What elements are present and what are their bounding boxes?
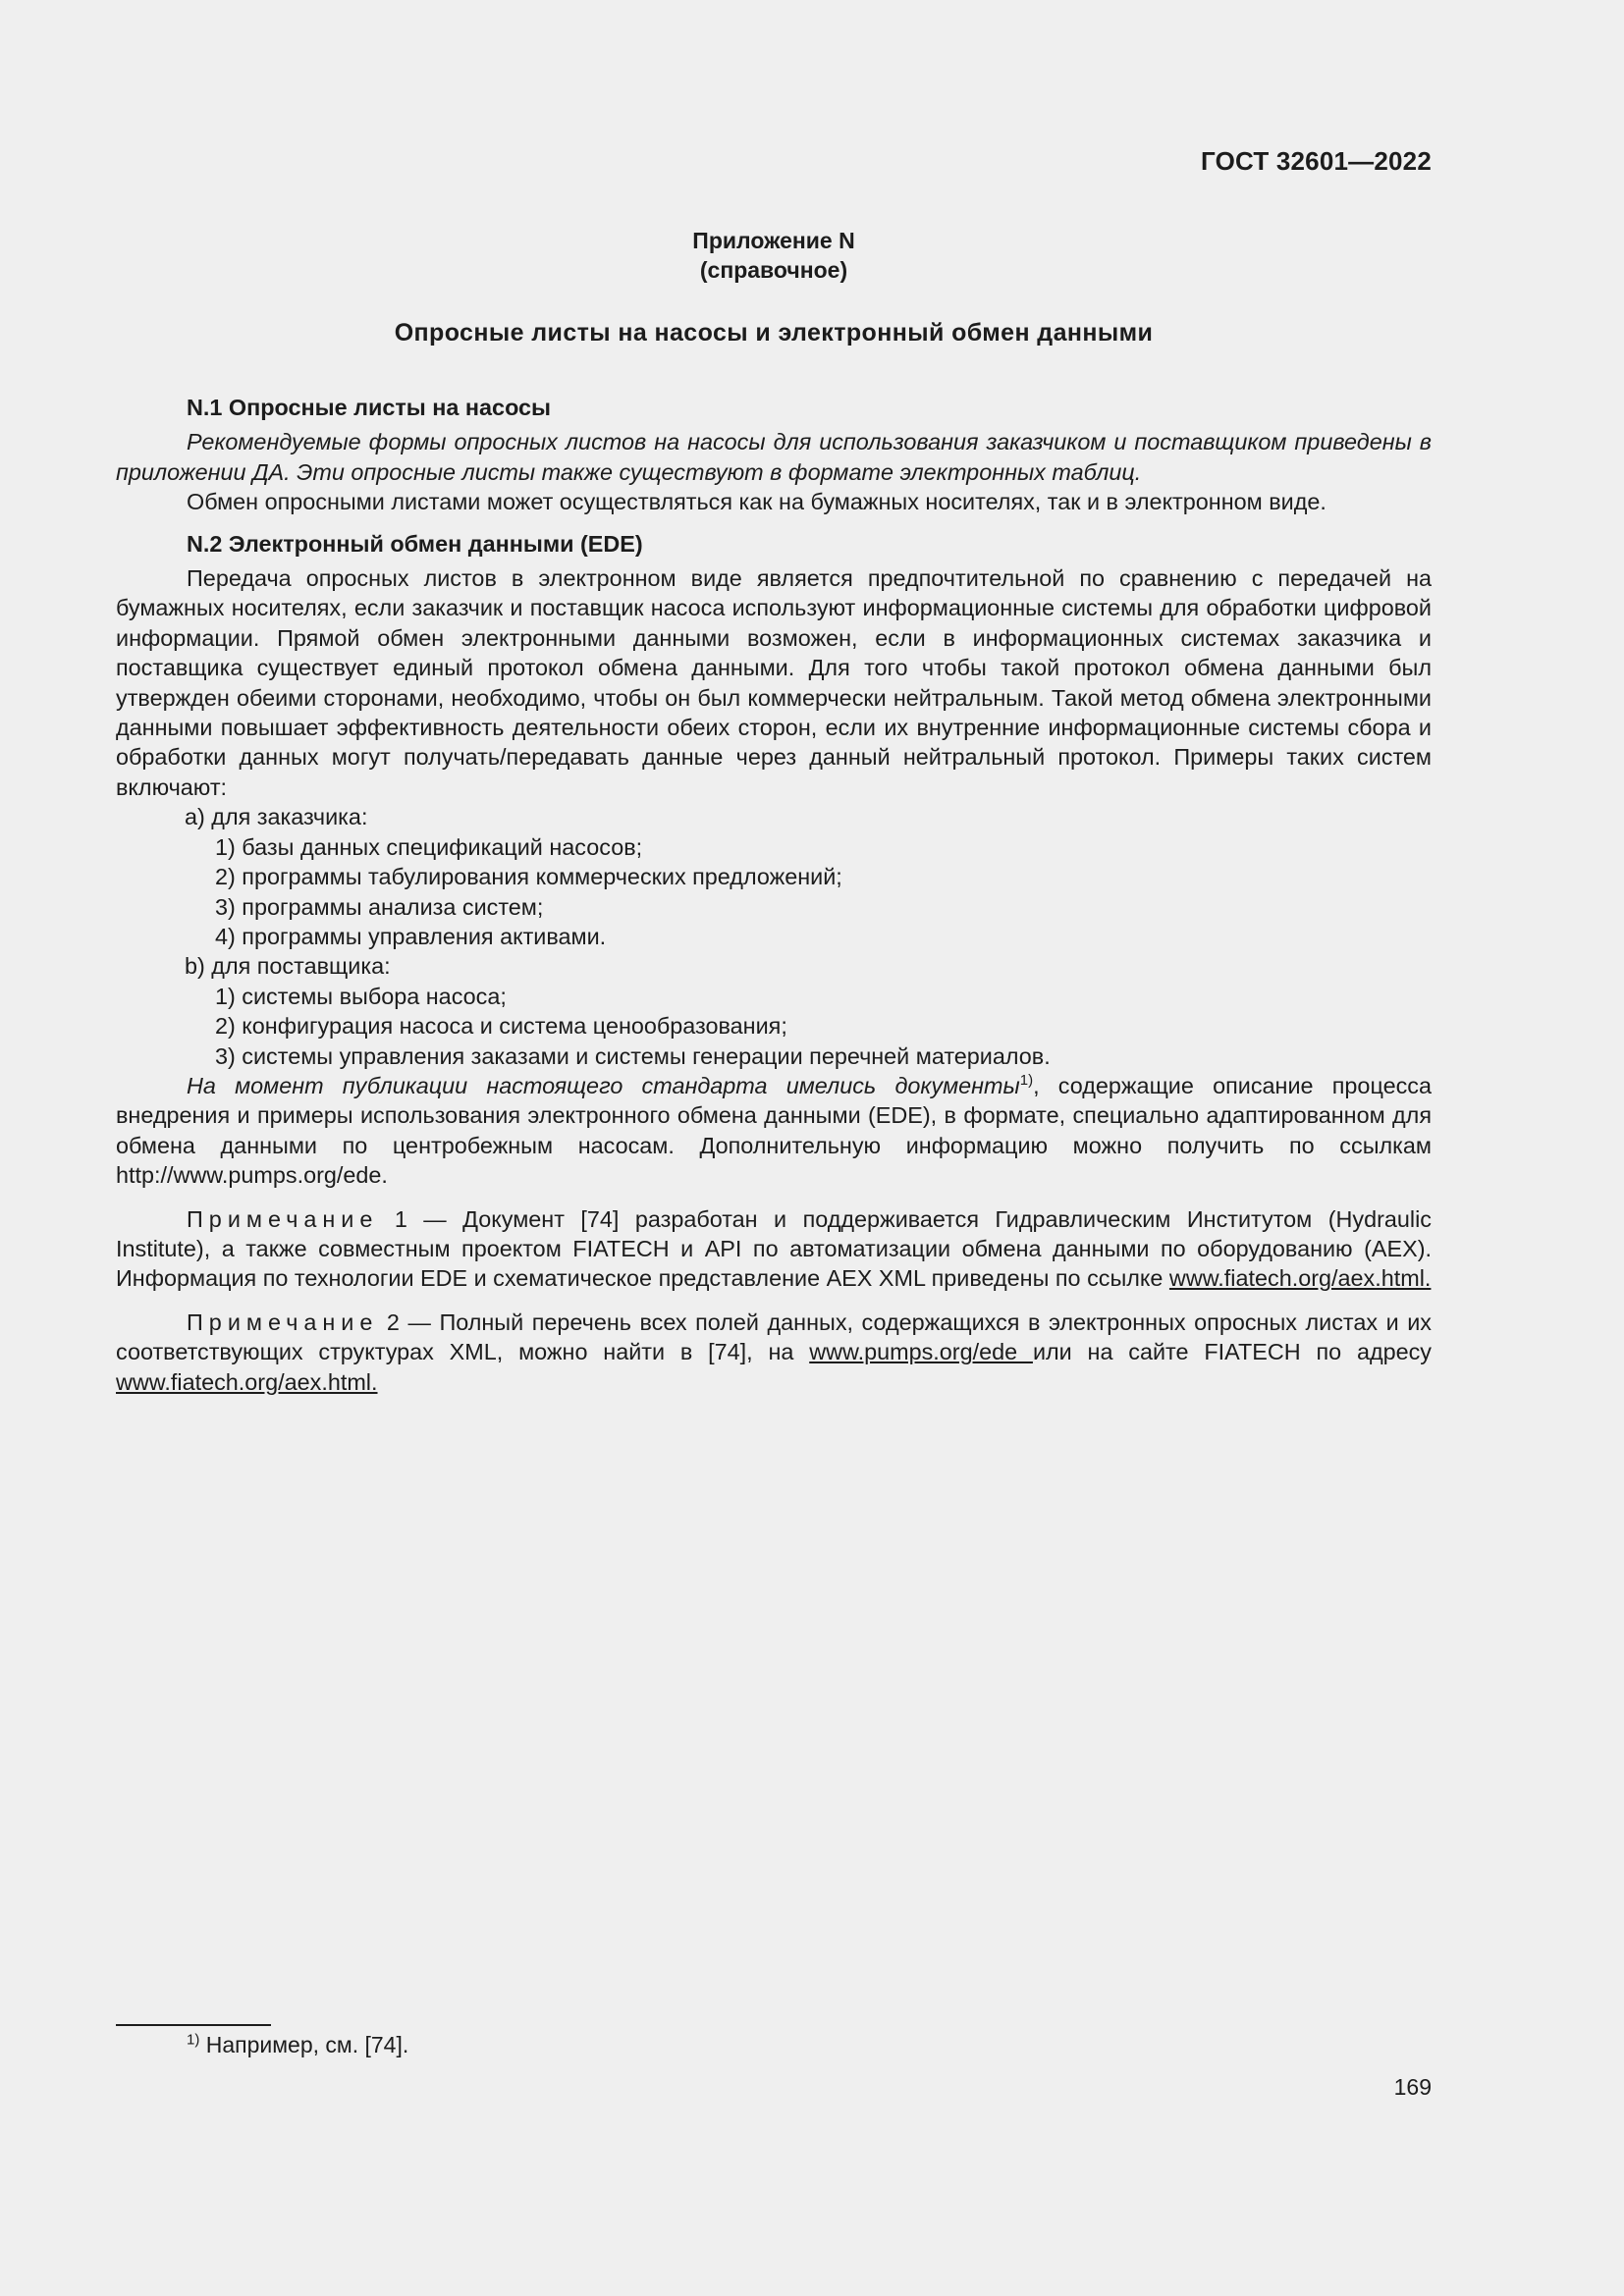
publication-text: , содержащие описание процесса внедрения и примеры использования электронного обмена данными (EDE), в формате, специально адаптированном для обмена данными по центробежным насосам. Дополнительную информацию можно получить по ссылкам http://www.pumps.org/ede. [116,1072,1432,1189]
note-number: 2 — [378,1308,440,1335]
list-supplier-label: b) для поставщика: [185,953,391,980]
section-heading-n2: N.2 Электронный обмен данными (EDE) [187,530,643,557]
footnote-text: Например, см. [74]. [199,2032,409,2057]
list-item: 1) базы данных спецификаций насосов; [215,833,643,860]
appendix-label: Приложение N [692,228,855,253]
paragraph-n2-intro: Передача опросных листов в электронном виде является предпочтительной по сравнению с передачей на бумажных носителях, если заказчик и поставщик насоса используют информационные системы для обработки цифровой информации. Прямой обмен электронными данными возможен, если в информационных системах заказчика и поставщика существует единый протокол обмена данными. Для того чтобы такой протокол обмена данными был утвержден обеими сторонами, необходимо, чтобы он был коммерчески нейтральным. Такой метод обмена электронными данными повышает эффективность деятельности обеих сторон, если их внутренние информационные системы сбора и обработки данных могут получать/передавать данные через данный нейтральный протокол. Примеры таких систем включают: [116,565,1432,800]
pumps-ede-link[interactable]: www.pumps.org/ede [809,1339,1033,1365]
note-label: Примечание [187,1205,379,1232]
note-2-text-cont: или на сайте FIATECH по адресу [1032,1339,1433,1365]
footnote-marker: 1) [187,2031,200,2049]
publication-italic-text: На момент публикации настоящего стандарта имелись документы [187,1072,1020,1098]
appendix-title: Опросные листы на насосы и электронный обмен данными [394,319,1154,347]
note-label: Примечание [187,1308,379,1335]
footnote [187,2032,408,2058]
fiatech-aex-link[interactable]: www.fiatech.org/aex.html. [1168,1265,1432,1292]
footnote-divider [116,2024,271,2026]
list-item: 2) конфигурация насоса и система ценообразования; [215,1013,787,1040]
paragraph-n2-publication [116,1071,1432,1191]
list-item: 3) системы управления заказами и системы генерации перечней материалов. [215,1042,1051,1069]
appendix-status: (справочное) [699,257,848,283]
page-number: 169 [1393,2074,1432,2100]
note-2 [116,1308,1432,1397]
appendix-heading [116,226,1432,285]
note-1-text: Документ [74] разработан и поддерживается Гидравлическим Институтом (Hydraulic Institute), а также совместным проектом FIATECH и API по автоматизации обмена данными по оборудованию (AEX). Информация по технологии EDE и схематическое представление AEX XML приведены по ссылке [116,1205,1432,1292]
list-item: 2) программы табулирования коммерческих предложений; [215,864,842,890]
list-customer-label: a) для заказчика: [185,804,368,830]
document-code: ГОСТ 32601—2022 [1201,146,1432,176]
list-item: 1) системы выбора насоса; [215,983,507,1009]
document-body [116,393,1432,1397]
document-page [116,0,1432,2296]
section-heading-n1: N.1 Опросные листы на насосы [187,395,552,420]
note-number: 1 — [378,1205,463,1232]
paragraph-n1-exchange: Обмен опросными листами может осуществляться как на бумажных носителях, так и в электронном виде. [187,489,1326,515]
list-item: 3) программы анализа систем; [215,893,544,920]
footnote-reference[interactable]: 1) [1019,1072,1034,1090]
note-2-text: Полный перечень всех полей данных, содержащихся в электронных опросных листах и их соответствующих структурах XML, можно найти в [74], на [116,1308,1432,1365]
list-item: 4) программы управления активами. [215,923,607,949]
paragraph-n1-forms: Рекомендуемые формы опросных листов на насосы для использования заказчиком и поставщиком приведены в приложении ДА. Эти опросные листы также существуют в формате электронных таблиц. [116,429,1432,485]
note-1 [116,1204,1432,1294]
fiatech-aex-link[interactable]: www.fiatech.org/aex.html. [116,1368,378,1395]
